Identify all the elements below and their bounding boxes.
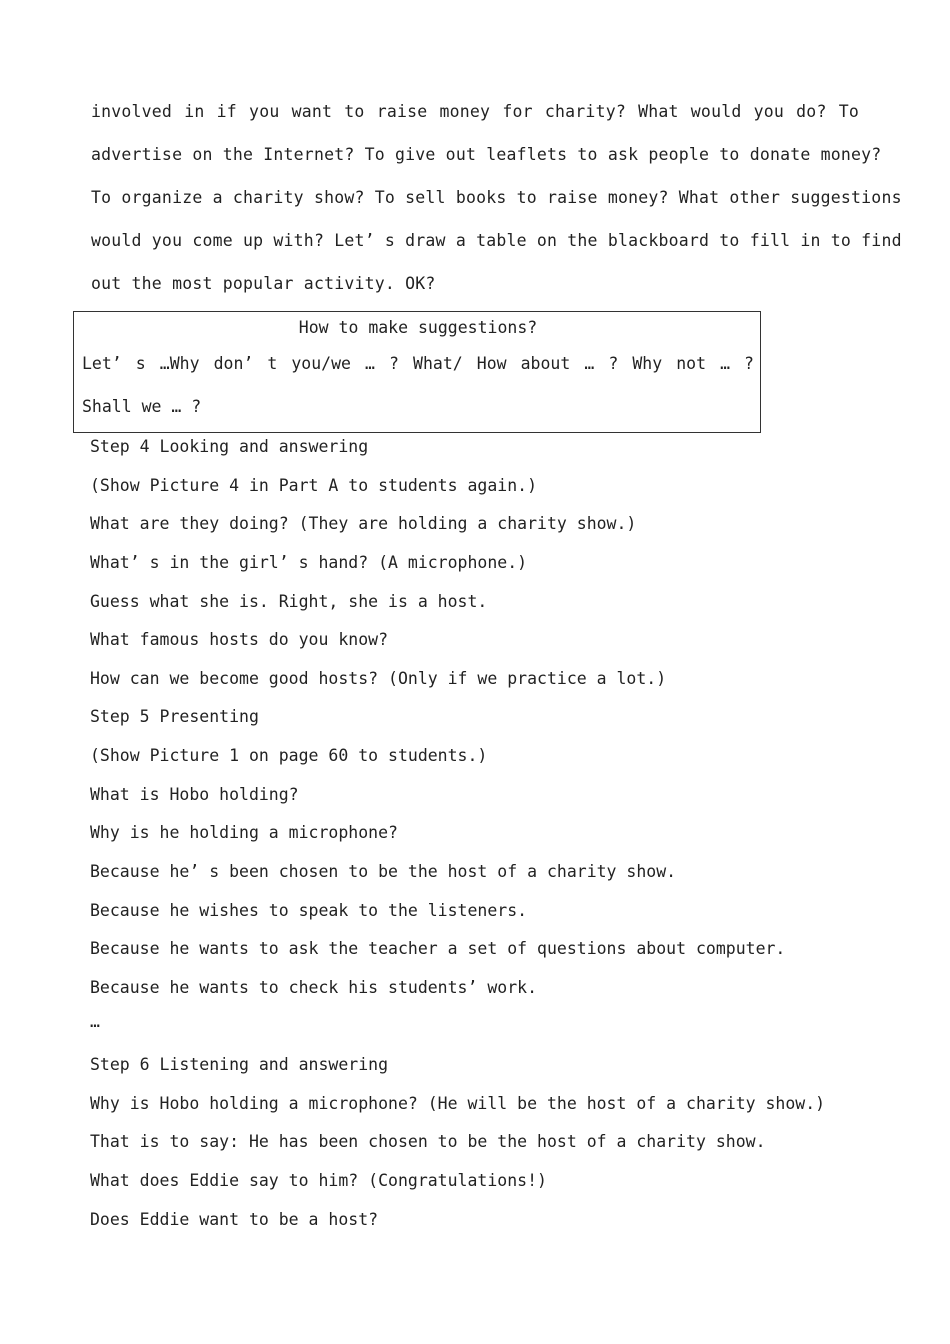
text-line: Because he wants to check his students’ work. [90, 978, 538, 997]
text-line: Does Eddie want to be a host? [90, 1210, 379, 1229]
text-line: Because he wants to ask the teacher a set of questions about computer. [90, 939, 786, 958]
text-line: What are they doing? (They are holding a charity show.) [90, 514, 637, 533]
step-heading: Step 4 Looking and answering [90, 437, 369, 456]
intro-paragraph-line: To organize a charity show? To sell books to raise money? What other suggestions [91, 188, 902, 207]
intro-paragraph-line: involved in if you want to raise money for charity? What would you do? To [91, 102, 859, 121]
text-line: Because he’ s been chosen to be the host of a charity show. [90, 862, 677, 881]
text-line: Why is Hobo holding a microphone? (He will be the host of a charity show.) [90, 1094, 826, 1113]
text-line: That is to say: He has been chosen to be the host of a charity show. [90, 1132, 766, 1151]
step-heading: Step 5 Presenting [90, 707, 259, 726]
intro-paragraph-line: advertise on the Internet? To give out leaflets to ask people to donate money? [91, 145, 882, 164]
text-line: What famous hosts do you know? [90, 630, 389, 649]
step-heading: Step 6 Listening and answering [90, 1055, 389, 1074]
suggestion-box [73, 311, 761, 433]
suggestion-box-line: Shall we … ? [82, 397, 202, 416]
intro-paragraph-line: would you come up with? Let’ s draw a table on the blackboard to fill in to find [91, 231, 902, 250]
text-line: What’ s in the girl’ s hand? (A microphone.) [90, 553, 528, 572]
suggestion-box-title: How to make suggestions? [298, 318, 538, 337]
text-line: Why is he holding a microphone? [90, 823, 398, 842]
text-line: (Show Picture 1 on page 60 to students.) [90, 746, 488, 765]
ellipsis-line: … [90, 1012, 100, 1031]
text-line: Because he wishes to speak to the listeners. [90, 901, 528, 920]
text-line: What is Hobo holding? [90, 785, 299, 804]
text-line: What does Eddie say to him? (Congratulations!) [90, 1171, 547, 1190]
text-line: Guess what she is. Right, she is a host. [90, 592, 488, 611]
text-line: How can we become good hosts? (Only if we practice a lot.) [90, 669, 667, 688]
intro-paragraph-line: out the most popular activity. OK? [91, 274, 436, 293]
suggestion-box-line: Let’ s …Why don’ t you/we … ? What/ How about … ? Why not … ? [82, 354, 754, 373]
text-line: (Show Picture 4 in Part A to students again.) [90, 476, 538, 495]
